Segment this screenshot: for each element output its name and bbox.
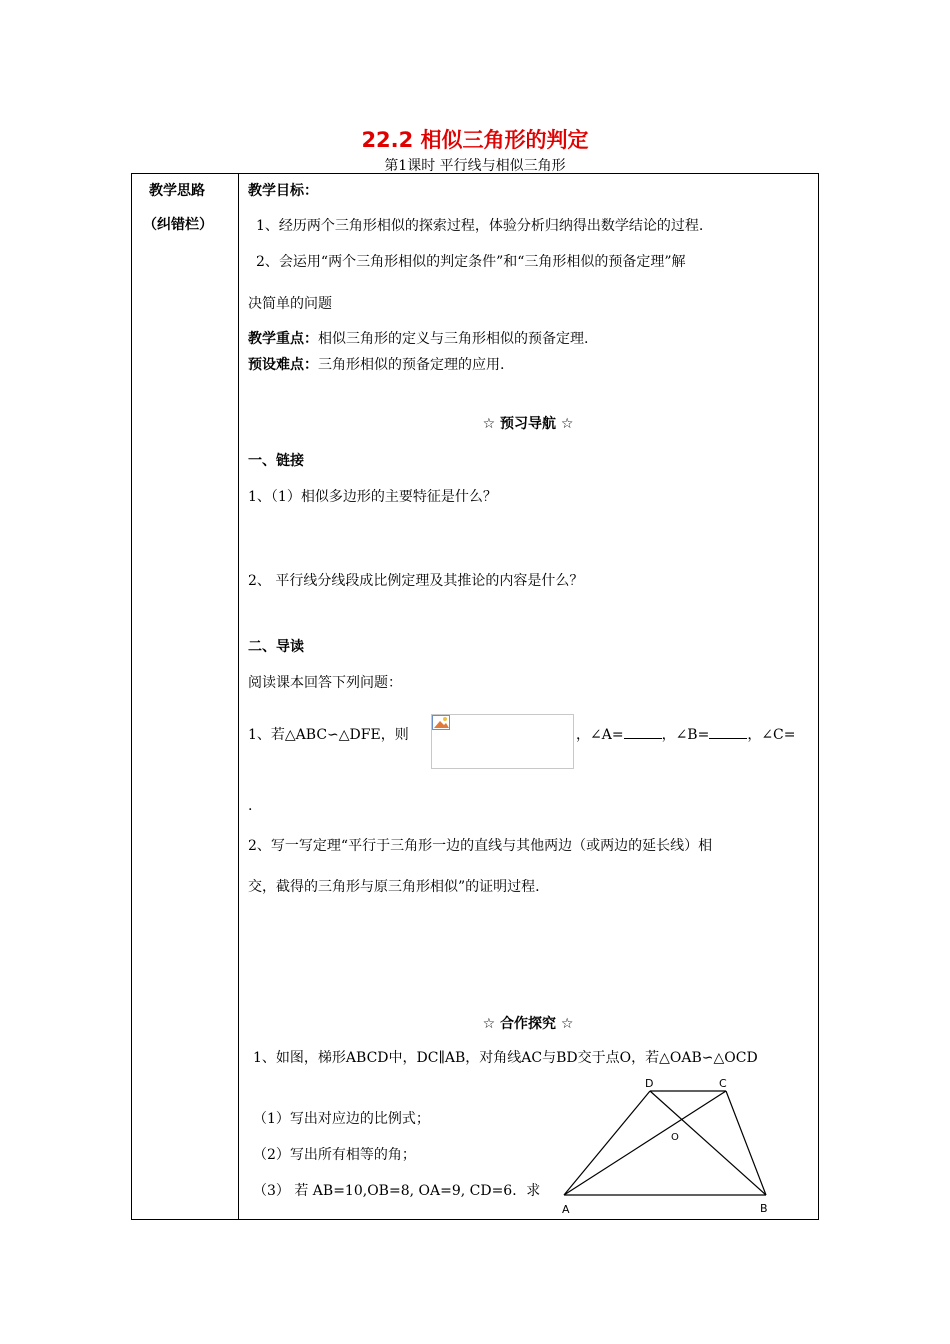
key-point-label: 教学重点： bbox=[248, 331, 318, 347]
preview-heading: ☆ 预习导航 ☆ bbox=[482, 416, 574, 432]
angle-b-blank bbox=[709, 726, 747, 739]
broken-image-icon bbox=[432, 715, 452, 731]
link-question-2: 2、 平行线分线段成比例定理及其推论的内容是什么？ bbox=[248, 573, 584, 589]
guide-question-1-end: . bbox=[248, 798, 253, 814]
guide-intro: 阅读课本回答下列问题： bbox=[248, 675, 402, 691]
difficulty-text: 三角形相似的预备定理的应用. bbox=[318, 357, 505, 373]
guide-question-1-angles bbox=[576, 724, 796, 744]
edge-cb bbox=[726, 1091, 766, 1195]
angle-b-label: ，∠B= bbox=[661, 727, 710, 743]
angle-c-label: ，∠C= bbox=[747, 727, 796, 743]
link-question-1: 1、（1）相似多边形的主要特征是什么？ bbox=[248, 489, 497, 505]
explore-subquestion-3: （3） 若 AB=10,OB=8, OA=9, CD=6．求 bbox=[253, 1183, 541, 1199]
intersection-label-o: O bbox=[671, 1132, 679, 1143]
section-guide-title: 二、导读 bbox=[248, 639, 304, 655]
table-column-divider bbox=[238, 173, 239, 1220]
lesson-subtitle: 第1课时 平行线与相似三角形 bbox=[384, 158, 566, 174]
explore-subquestion-2: （2）写出所有相等的角； bbox=[253, 1147, 416, 1163]
vertex-label-a: A bbox=[562, 1203, 570, 1216]
trapezoid-figure bbox=[550, 1070, 780, 1220]
difficulty-label: 预设难点： bbox=[248, 357, 318, 373]
objectives-heading: 教学目标： bbox=[248, 183, 318, 199]
diagonal-ac bbox=[564, 1091, 726, 1195]
explore-heading: ☆ 合作探究 ☆ bbox=[482, 1016, 574, 1032]
page-title: 22.2 相似三角形的判定 bbox=[361, 128, 589, 152]
diagonal-bd bbox=[650, 1091, 766, 1195]
key-point bbox=[248, 328, 588, 348]
section-link-title: 一、链接 bbox=[248, 453, 304, 469]
edge-ad bbox=[564, 1091, 650, 1195]
difficulty bbox=[248, 354, 504, 374]
guide-question-1-prefix: 1、若△ABC∽△DFE，则 bbox=[248, 727, 409, 743]
vertex-label-b: B bbox=[760, 1202, 768, 1215]
vertex-label-d: D bbox=[645, 1077, 654, 1090]
formula-image-placeholder bbox=[431, 714, 574, 769]
guide-question-2: 2、写一写定理“平行于三角形一边的直线与其他两边（或两边的延长线）相 bbox=[248, 838, 713, 854]
key-point-text: 相似三角形的定义与三角形相似的预备定理. bbox=[318, 331, 589, 347]
explore-problem-1: 1、如图，梯形ABCD中，DC∥AB，对角线AC与BD交于点O，若△OAB∽△OCD bbox=[253, 1050, 758, 1066]
sidebar-label-corrections: （纠错栏） bbox=[143, 217, 213, 233]
angle-a-label: ，∠A= bbox=[576, 727, 624, 743]
vertex-label-c: C bbox=[719, 1077, 727, 1090]
explore-subquestion-1: （1）写出对应边的比例式； bbox=[253, 1111, 430, 1127]
objective-item-1: 1、经历两个三角形相似的探索过程，体验分析归纳得出数学结论的过程. bbox=[256, 218, 704, 234]
guide-question-2-cont: 交，截得的三角形与原三角形相似”的证明过程. bbox=[248, 879, 540, 895]
objective-item-2: 2、会运用“两个三角形相似的判定条件”和“三角形相似的预备定理”解 bbox=[256, 254, 686, 270]
objective-item-2-cont: 决简单的问题 bbox=[248, 296, 332, 312]
sidebar-label-thinking: 教学思路 bbox=[149, 183, 205, 199]
angle-a-blank bbox=[624, 726, 662, 739]
